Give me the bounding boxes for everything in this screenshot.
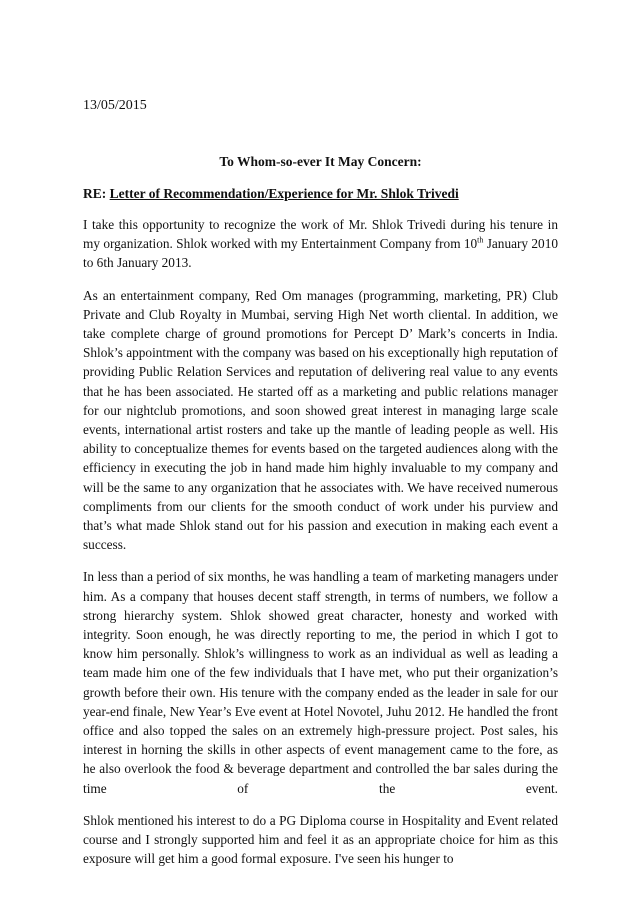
paragraph-company: As an entertainment company, Red Om manages (programming, marketing, PR) Club Private and Club Royalty in Mumbai, serving High Net worth cliental. In addition, we take complete charge of ground promotions for Percept D’ Mark’s concerts in India. Shlok’s appointment with the company was based on his exceptionally high reputation of providing Public Relation Services and reputation of delivering real value to any events that he has been associated. He started off as a marketing and public relations manager for our nightclub promotions, and soon showed great interest in managing large scale events, international artist rosters and take up the mantle of leading people as well. His ability to conceptualize themes for events based on the targeted audiences along with the efficiency in executing the job in hand made him highly invaluable to my company and will be the same to any organization that he associates with. We have received numerous compliments from our clients for the smooth conduct of work under his purview and that’s what made Shlok stand out for his passion and execution in making each event a success. xyxy=(83,287,558,553)
subject-text: Letter of Recommendation/Experience for Mr. Shlok Trivedi xyxy=(109,186,459,201)
paragraph-education: Shlok mentioned his interest to do a PG Diploma course in Hospitality and Event related course and I strongly supported him and feel it as an appropriate choice for him as this exposure will get him a good formal exposure. I've seen his hunger to xyxy=(83,812,558,867)
letter-date: 13/05/2015 xyxy=(83,98,147,113)
salutation-heading: To Whom-so-ever It May Concern: xyxy=(219,154,422,169)
paragraph-performance: In less than a period of six months, he was handling a team of marketing managers under him. As a company that houses decent staff strength, in terms of numbers, we follow a strong hierarchy system. Shlok showed great character, honesty and worked with integrity. Soon enough, he was directly reporting to me, the period in which I got to know him personally. Shlok’s willingness to work as an individual as well as leading a team made him one of the few individuals that I have met, who put their organization’s growth before their own. His tenure with the company ended as the leader in sale for our year-end finale, New Year’s Eve event at Hotel Novotel, Juhu 2012. He handled the front office and also topped the sales on an extremely high-pressure project. Post sales, his interest in horning the skills in other aspects of event management came to the fore, as he also overlook the food & beverage department and controlled the bar sales during the time of the event. xyxy=(83,569,558,796)
ordinal-suffix: th xyxy=(477,235,484,245)
letter-page xyxy=(83,97,558,882)
paragraph-intro-text-end: January 2010 to 6th January 2013. xyxy=(83,236,558,271)
subject-label: RE: xyxy=(83,186,107,201)
subject-line xyxy=(83,185,558,203)
paragraph-intro xyxy=(83,215,558,273)
paragraph-intro-text: I take this opportunity to recognize the work of Mr. Shlok Trivedi during his tenure in my organization. Shlok worked with my Entertainment Company from 10 xyxy=(83,217,558,252)
